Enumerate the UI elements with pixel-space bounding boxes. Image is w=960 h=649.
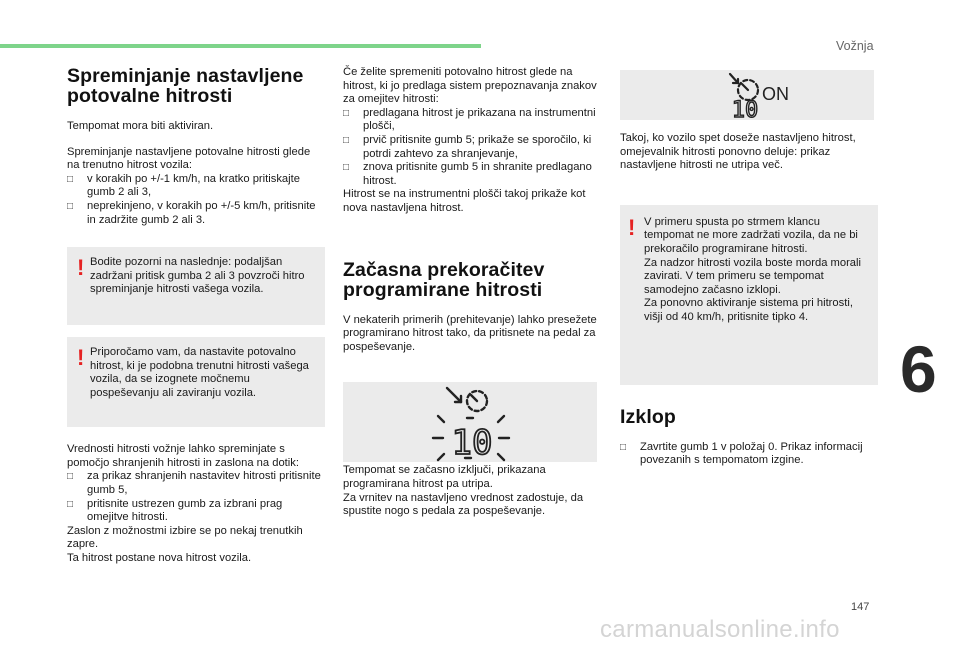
speed-value: 10 (451, 423, 493, 463)
list-item: □ Zavrtite gumb 1 v položaj 0. Prikaz informacij povezanih s tempomatom izgine. (620, 440, 863, 467)
bullet-icon: □ (620, 441, 627, 453)
paragraph: Vrednosti hitrosti vožnje lahko spreminjate s pomočjo shranjenih hitrosti in zaslona na dotik: (67, 443, 299, 469)
list-item: □ prvič pritisnite gumb 5; prikaže se sporočilo, ki potrdi zahtevo za shranjevanje, (343, 133, 592, 160)
list-item: □ v korakih po +/-1 km/h, na kratko pritiskajte gumb 2 ali 3, (67, 172, 300, 199)
warning-icon: ! (77, 255, 85, 281)
list-item: □ za prikaz shranjenih nastavitev hitrosti pritisnite gumb 5, (67, 470, 321, 496)
bullet-icon: □ (67, 498, 74, 510)
list-item: □ pritisnite ustrezen gumb za izbrani prag omejitve hitrosti. (67, 497, 283, 524)
paragraph: Spreminjanje nastavljene potovalne hitrosti glede na trenutno hitrost vozila: (67, 145, 311, 172)
bullet-icon: □ (67, 471, 74, 483)
bullet-icon: □ (67, 200, 74, 212)
list-item: □ predlagana hitrost je prikazana na instrumentni plošči, (343, 106, 596, 133)
speedometer-icon (343, 382, 597, 462)
list-item: □ neprekinjeno, v korakih po +/-5 km/h, pritisnite in zadržite gumb 2 ali 3. (67, 199, 316, 226)
paragraph: V nekaterih primerih (prehitevanje) lahko presežete programirano hitrost tako, da pritisnete na pedal za pospeševanje. (343, 313, 597, 353)
chapter-title: Vožnja (836, 39, 874, 53)
bullet-icon: □ (343, 162, 350, 174)
paragraph: Tempomat se začasno izključi, prikazana programirana hitrost pa utripa. (343, 464, 546, 490)
page-number: 147 (851, 601, 870, 613)
bullet-icon: □ (343, 134, 350, 146)
warning-note: ! V primeru spusta po strmem klancu tempomat ne more zadržati vozila, da ne bi prekoračilo programirane hitrosti. Za nadzor hitrosti vozila boste morda morali zavirati. V tem primeru se tempomat samodejno začasno izklopi. Za ponovno aktiviranje sistema pri hitrosti, višji od 40 km/h, pritisnite tipko 4. (620, 205, 878, 385)
warning-icon: ! (628, 214, 636, 240)
paragraph: Zaslon z možnostmi izbire se po nekaj trenutkih zapre. (67, 524, 303, 551)
paragraph: Tempomat mora biti aktiviran. (67, 120, 214, 132)
paragraph: Ta hitrost postane nova hitrost vozila. (67, 551, 252, 564)
top-accent-bar (0, 44, 481, 48)
warning-note: ! Priporočamo vam, da nastavite potovalno hitrost, ki je podobna trenutni hitrosti vašega vozila, da se izognete močnemu pospeševanju ali zaviranju vozila. (67, 337, 325, 427)
column-2 (343, 66, 601, 519)
warning-icon: ! (77, 345, 85, 371)
chapter-number: 6 (900, 332, 937, 406)
section-title-override: Začasna prekoračitev programirane hitrosti (343, 258, 545, 301)
column-1 (67, 66, 325, 566)
column-3 (620, 70, 878, 468)
bullet-icon: □ (67, 173, 74, 185)
flashing-speed-figure (343, 382, 597, 462)
paragraph: Če želite spremeniti potovalno hitrost glede na hitrost, ki jo predlaga sistem prepoznavanja znakov za omejitev hitrosti: (343, 66, 597, 106)
paragraph: Takoj, ko vozilo spet doseže nastavljeno hitrost, omejevalnik hitrosti ponovno deluje: prikaz nastavljene hitrosti ne utripa več. (620, 132, 856, 172)
speed-on-figure (620, 70, 874, 120)
watermark: carmanualsonline.info (600, 616, 840, 643)
bullet-icon: □ (343, 107, 350, 119)
gauge-icon (620, 70, 874, 120)
state-label: ON (762, 84, 789, 104)
warning-note: ! Bodite pozorni na naslednje: podaljšan zadržani pritisk gumba 2 ali 3 povzroči hitro spreminjanje hitrosti vašega vozila. (67, 247, 325, 325)
section-title-change-speed: Spreminjanje nastavljene potovalne hitrosti (67, 65, 304, 107)
speed-value: 10 (731, 98, 759, 120)
list-item: □ znova pritisnite gumb 5 in shranite predlagano hitrost. (343, 161, 592, 187)
paragraph: Za vrnitev na nastavljeno vrednost zadostuje, da spustite nogo s pedala za pospeševanje. (343, 491, 584, 518)
section-title-switch-off: Izklop (620, 405, 676, 428)
paragraph: Hitrost se na instrumentni plošči takoj prikaže kot nova nastavljena hitrost. (343, 188, 586, 214)
